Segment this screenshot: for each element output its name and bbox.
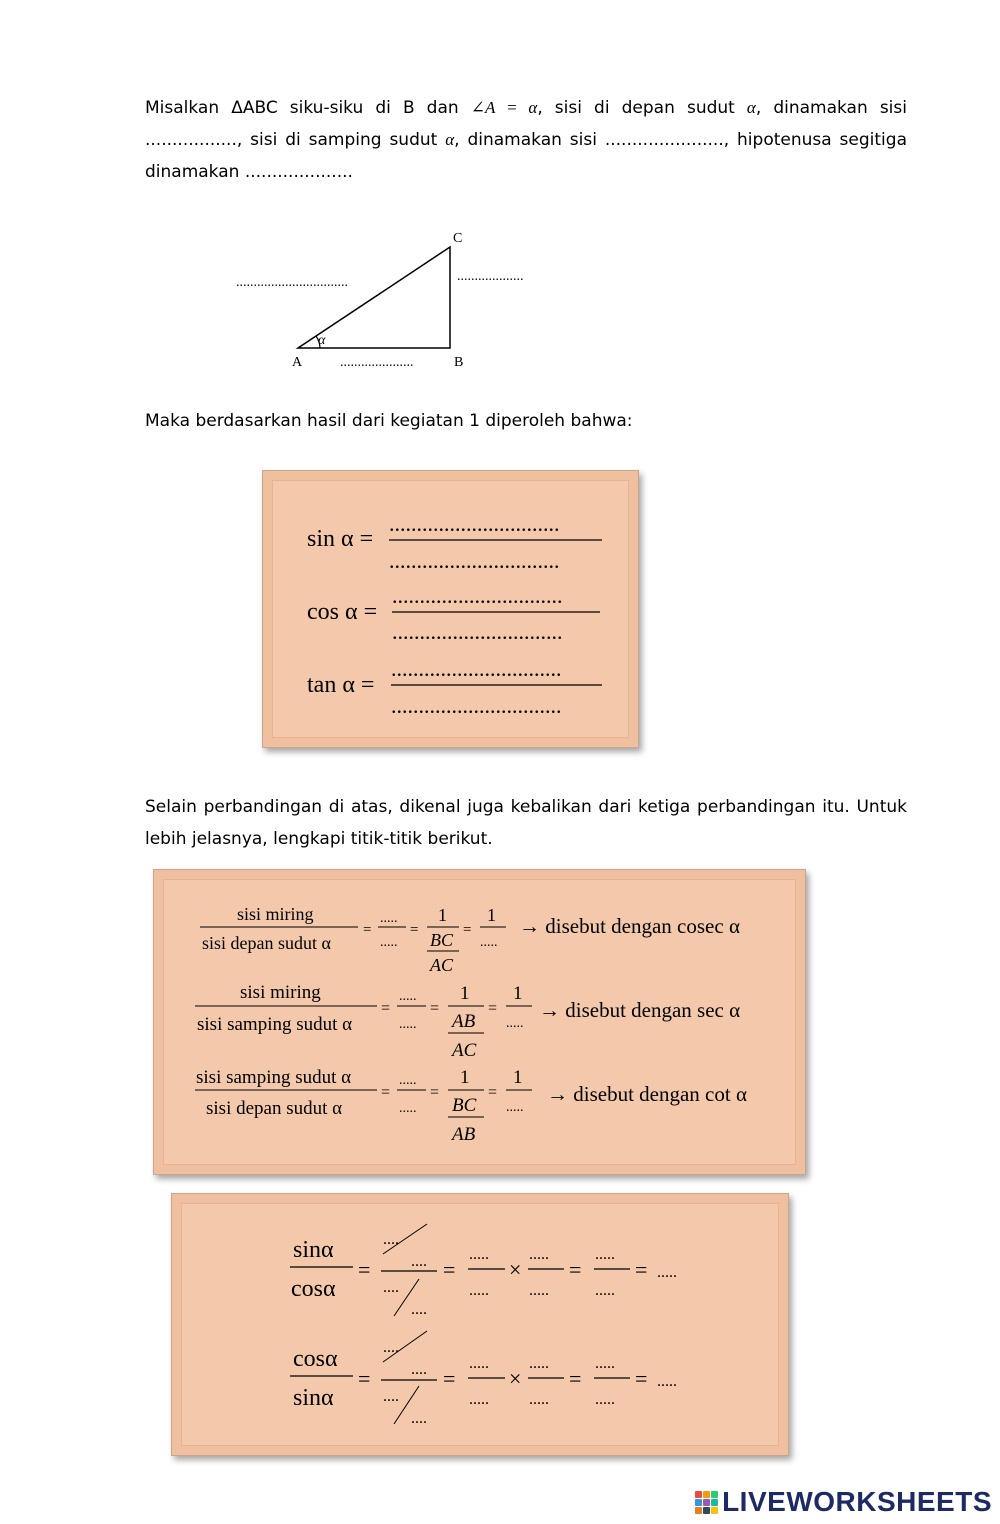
- liveworksheets-logo-icon: [695, 1491, 718, 1514]
- conclusion-paragraph: Maka berdasarkan hasil dari kegiatan 1 diperoleh bahwa:: [145, 411, 633, 431]
- svg-text:=: =: [569, 1257, 582, 1282]
- svg-text:=: =: [381, 1084, 391, 1101]
- svg-text:=: =: [443, 1366, 456, 1391]
- vertex-a-label: A: [292, 355, 303, 370]
- cos-denominator-blank[interactable]: ...............................: [392, 619, 563, 644]
- tan-denominator-blank[interactable]: ...............................: [391, 693, 562, 718]
- row1-blank-a[interactable]: .....: [469, 1246, 489, 1263]
- row2-bot-dots2[interactable]: ....: [411, 1410, 427, 1427]
- row2-blank-b[interactable]: .....: [469, 1391, 489, 1408]
- row1-times: ×: [509, 1257, 522, 1282]
- triangle-alpha-label: α: [318, 333, 326, 348]
- row2-final-blank[interactable]: .....: [657, 1373, 677, 1390]
- sec-inner-num: AB: [452, 1011, 476, 1032]
- sec-numerator: sisi miring: [240, 982, 321, 1003]
- row2-times: ×: [509, 1366, 522, 1391]
- row2-top-dots2[interactable]: ....: [411, 1361, 427, 1378]
- row2-bot-dots[interactable]: ....: [383, 1388, 399, 1405]
- row1-equals: =: [358, 1257, 371, 1282]
- liveworksheets-logo[interactable]: [695, 1486, 992, 1518]
- row2-blank-f[interactable]: .....: [595, 1391, 615, 1408]
- cosec-one: 1: [438, 905, 447, 925]
- reciprocal-ratios-box: [153, 869, 806, 1175]
- vertical-side-blank[interactable]: ...................: [457, 269, 524, 284]
- svg-text:=: =: [635, 1257, 648, 1282]
- row2-top-dots[interactable]: ....: [383, 1339, 399, 1356]
- cosec-description: → disebut dengan cosec α: [519, 914, 740, 938]
- triangle-abc-figure: [230, 225, 560, 375]
- sec-result-blank[interactable]: .....: [506, 1016, 524, 1031]
- cosec-blank-num[interactable]: .....: [380, 911, 398, 926]
- cosec-denominator: sisi depan sudut α: [202, 933, 331, 953]
- row1-blank-d[interactable]: .....: [529, 1282, 549, 1299]
- alpha-symbol: α: [445, 130, 455, 149]
- cot-inner-num: BC: [452, 1095, 477, 1116]
- row1-top-dots[interactable]: ....: [383, 1231, 399, 1248]
- sin-denominator-blank[interactable]: ...............................: [389, 548, 560, 573]
- row1-blank-f[interactable]: .....: [595, 1282, 615, 1299]
- sec-result-num: 1: [513, 983, 523, 1004]
- row2-blank-e[interactable]: .....: [595, 1355, 615, 1372]
- row1-numerator: sinα: [293, 1237, 334, 1263]
- svg-text:=: =: [363, 922, 372, 938]
- cosec-result-num: 1: [487, 905, 496, 925]
- cot-numerator: sisi samping sudut α: [196, 1067, 352, 1088]
- tan-numerator-blank[interactable]: ...............................: [391, 656, 562, 681]
- svg-text:=: =: [410, 922, 419, 938]
- cot-result-num: 1: [513, 1067, 523, 1088]
- identity-box: [171, 1193, 789, 1456]
- intro-text-2: , sisi di depan sudut: [537, 98, 747, 118]
- reciprocal-paragraph: Selain perbandingan di atas, dikenal juga kebalikan dari ketiga perbandingan itu. Untuk lebih jelasnya, lengkapi titik-titik berikut.: [145, 797, 907, 849]
- row1-blank-b[interactable]: .....: [469, 1282, 489, 1299]
- cosec-numerator: sisi miring: [237, 904, 314, 924]
- cot-inner-den: AB: [452, 1124, 476, 1145]
- cosec-inner-num: BC: [430, 930, 454, 950]
- alpha-symbol: α: [746, 98, 756, 117]
- sec-denominator: sisi samping sudut α: [197, 1014, 353, 1035]
- row1-bot-dots[interactable]: ....: [383, 1279, 399, 1296]
- row2-blank-c[interactable]: .....: [529, 1355, 549, 1372]
- row1-final-blank[interactable]: .....: [657, 1264, 677, 1281]
- cosec-blank-den[interactable]: .....: [380, 935, 398, 950]
- row1-top-dots2[interactable]: ....: [411, 1253, 427, 1270]
- hypotenuse-blank[interactable]: ................................: [236, 275, 348, 290]
- svg-text:=: =: [430, 1084, 440, 1101]
- brand-text: LIVEWORKSHEETS: [722, 1486, 992, 1517]
- row1-bot-dots2[interactable]: ....: [411, 1301, 427, 1318]
- cosec-result-blank[interactable]: .....: [480, 935, 498, 950]
- svg-text:=: =: [443, 1257, 456, 1282]
- svg-text:=: =: [430, 1000, 440, 1017]
- vertex-b-label: B: [454, 355, 464, 370]
- cos-numerator-blank[interactable]: ...............................: [392, 583, 563, 608]
- svg-text:=: =: [635, 1366, 648, 1391]
- sec-one: 1: [460, 983, 470, 1004]
- svg-text:=: =: [488, 1000, 498, 1017]
- svg-text:=: =: [381, 1000, 391, 1017]
- sec-blank-den[interactable]: .....: [399, 1017, 417, 1032]
- row1-blank-c[interactable]: .....: [529, 1246, 549, 1263]
- row2-denominator: sinα: [293, 1385, 334, 1411]
- svg-text:=: =: [488, 1084, 498, 1101]
- intro-text-1: Misalkan ΔABC siku-siku di B dan: [145, 98, 471, 118]
- cot-blank-num[interactable]: .....: [399, 1073, 417, 1088]
- tan-label: tan α =: [307, 672, 375, 698]
- row2-blank-d[interactable]: .....: [529, 1391, 549, 1408]
- cot-denominator: sisi depan sudut α: [206, 1098, 343, 1119]
- row2-blank-a[interactable]: .....: [469, 1355, 489, 1372]
- cot-description: → disebut dengan cot α: [547, 1082, 747, 1106]
- vertex-c-label: C: [453, 231, 463, 246]
- row1-blank-e[interactable]: .....: [595, 1246, 615, 1263]
- sec-description: → disebut dengan sec α: [539, 998, 741, 1022]
- base-side-blank[interactable]: .....................: [340, 355, 414, 370]
- row2-numerator: cosα: [293, 1346, 338, 1372]
- cot-one: 1: [460, 1067, 470, 1088]
- cosec-inner-den: AC: [430, 955, 454, 975]
- sin-numerator-blank[interactable]: ...............................: [389, 511, 560, 536]
- cos-label: cos α =: [307, 599, 378, 625]
- angle-a-alpha: ∠A = α: [470, 98, 538, 117]
- svg-text:=: =: [463, 922, 472, 938]
- intro-paragraph: [145, 92, 907, 188]
- intro-text-3: , dinamakan sisi ................., sisi di samping sudut: [145, 98, 907, 150]
- row2-equals: =: [358, 1366, 371, 1391]
- row1-denominator: cosα: [291, 1276, 336, 1302]
- sin-label: sin α =: [307, 526, 374, 552]
- cot-result-blank[interactable]: .....: [506, 1100, 524, 1115]
- cot-blank-den[interactable]: .....: [399, 1101, 417, 1116]
- sec-inner-den: AC: [452, 1040, 477, 1061]
- intro-text-4: , dinamakan sisi ......................, hipotenusa segitiga dinamakan ....................: [145, 130, 907, 182]
- trig-ratios-box: [262, 470, 639, 748]
- svg-text:=: =: [569, 1366, 582, 1391]
- sec-blank-num[interactable]: .....: [399, 989, 417, 1004]
